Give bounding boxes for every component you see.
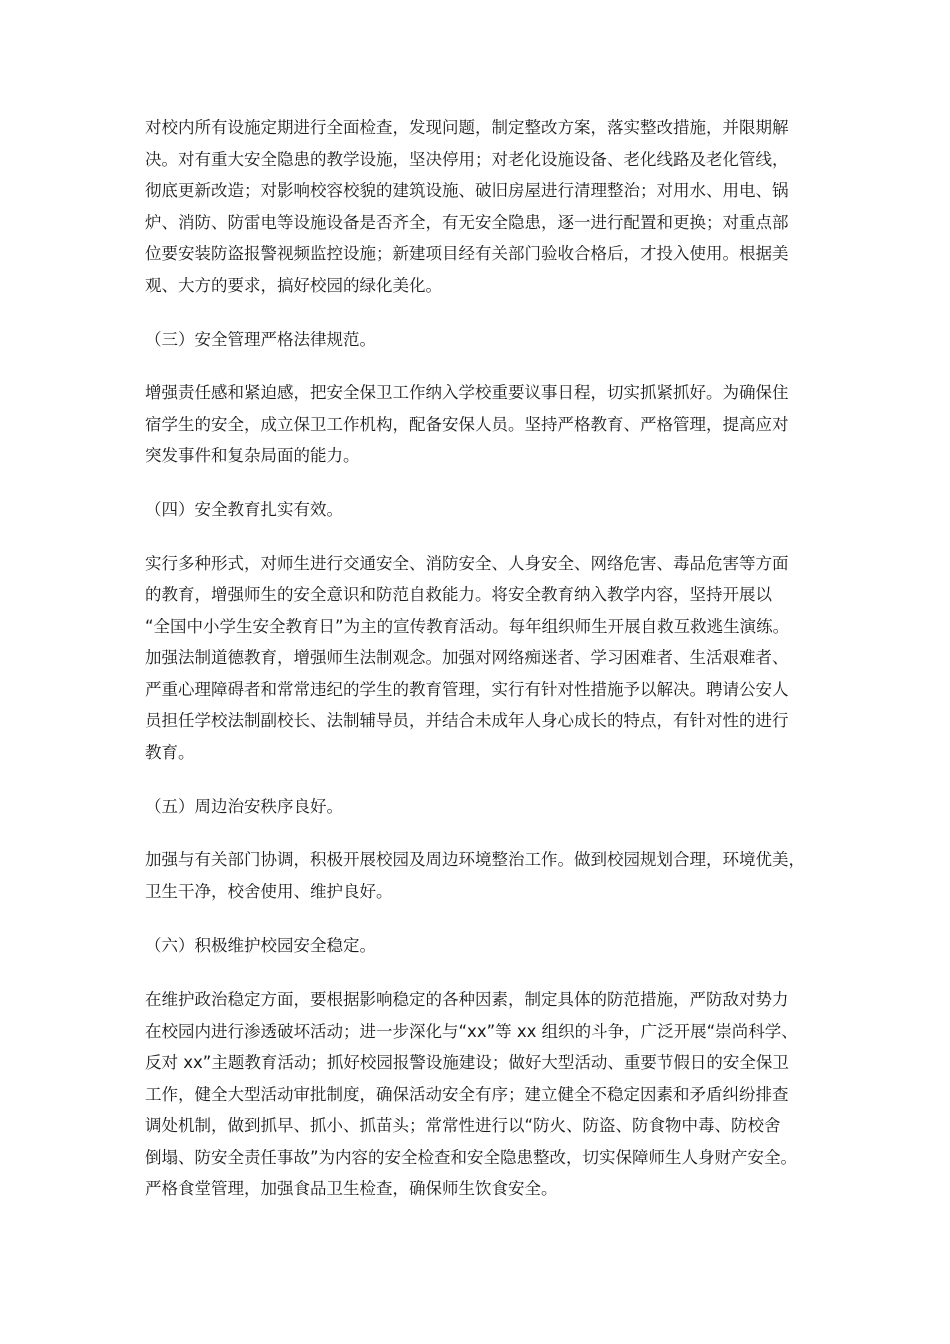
paragraph-line: 观、大方的要求，搞好校园的绿化美化。 (145, 276, 442, 295)
paragraph-line: 对校内所有设施定期进行全面检查，发现问题，制定整改方案，落实整改措施，并限期解 (145, 118, 789, 137)
paragraph-line: 实行多种形式，对师生进行交通安全、消防安全、人身安全、网络危害、毒品危害等方面 (145, 554, 789, 573)
paragraph-line: 加强法制道德教育，增强师生法制观念。加强对网络痴迷者、学习困难者、生活艰难者、 (145, 648, 789, 667)
paragraph-line: 反对 xx”主题教育活动；抓好校园报警设施建设；做好大型活动、重要节假日的安全保卫 (145, 1053, 789, 1072)
paragraph-line: 加强与有关部门协调，积极开展校园及周边环境整治工作。做到校园规划合理，环境优美， (145, 850, 805, 869)
paragraph-line: 工作，健全大型活动审批制度，确保活动安全有序；建立健全不稳定因素和矛盾纠纷排查 (145, 1085, 789, 1104)
paragraph-line: 决。对有重大安全隐患的教学设施，坚决停用；对老化设施设备、老化线路及老化管线， (145, 150, 789, 169)
paragraph-line: 在维护政治稳定方面，要根据影响稳定的各种因素，制定具体的防范措施，严防敌对势力 (145, 990, 789, 1009)
section-heading: （三）安全管理严格法律规范。 (145, 330, 376, 349)
paragraph-line: 调处机制，做到抓早、抓小、抓苗头；常常性进行以“防火、防盗、防食物中毒、防校舍 (145, 1116, 781, 1135)
paragraph-line: 的教育，增强师生的安全意识和防范自救能力。将安全教育纳入教学内容，坚持开展以 (145, 585, 772, 604)
paragraph-line: 宿学生的安全，成立保卫工作机构，配备安保人员。坚持严格教育、严格管理，提高应对 (145, 415, 789, 434)
section-heading: （五）周边治安秩序良好。 (145, 797, 343, 816)
paragraph-line: 员担任学校法制副校长、法制辅导员，并结合未成年人身心成长的特点，有针对性的进行 (145, 711, 789, 730)
paragraph-line: 严格食堂管理，加强食品卫生检查，确保师生饮食安全。 (145, 1179, 558, 1198)
paragraph-line: 炉、消防、防雷电等设施设备是否齐全，有无安全隐患，逐一进行配置和更换；对重点部 (145, 213, 789, 232)
section-heading: （六）积极维护校园安全稳定。 (145, 936, 376, 955)
paragraph-line: 增强责任感和紧迫感，把安全保卫工作纳入学校重要议事日程，切实抓紧抓好。为确保住 (145, 383, 789, 402)
paragraph-line: “全国中小学生安全教育日”为主的宣传教育活动。每年组织师生开展自救互救逃生演练。 (145, 617, 790, 636)
paragraph-line: 严重心理障碍者和常常违纪的学生的教育管理，实行有针对性措施予以解决。聘请公安人 (145, 680, 789, 699)
paragraph-line: 彻底更新改造；对影响校容校貌的建筑设施、破旧房屋进行清理整治；对用水、用电、锅 (145, 181, 789, 200)
paragraph-line: 在校园内进行渗透破坏活动；进一步深化与“xx”等 xx 组织的斗争，广泛开展“崇尚科学、 (145, 1022, 798, 1041)
section-heading: （四）安全教育扎实有效。 (145, 500, 343, 519)
paragraph-line: 位要安装防盗报警视频监控设施；新建项目经有关部门验收合格后，才投入使用。根据美 (145, 244, 789, 263)
paragraph-line: 倒塌、防安全责任事故”为内容的安全检查和安全隐患整改，切实保障师生人身财产安全。 (145, 1148, 798, 1167)
paragraph-line: 卫生干净，校舍使用、维护良好。 (145, 882, 393, 901)
paragraph-line: 教育。 (145, 743, 195, 762)
paragraph-line: 突发事件和复杂局面的能力。 (145, 446, 360, 465)
